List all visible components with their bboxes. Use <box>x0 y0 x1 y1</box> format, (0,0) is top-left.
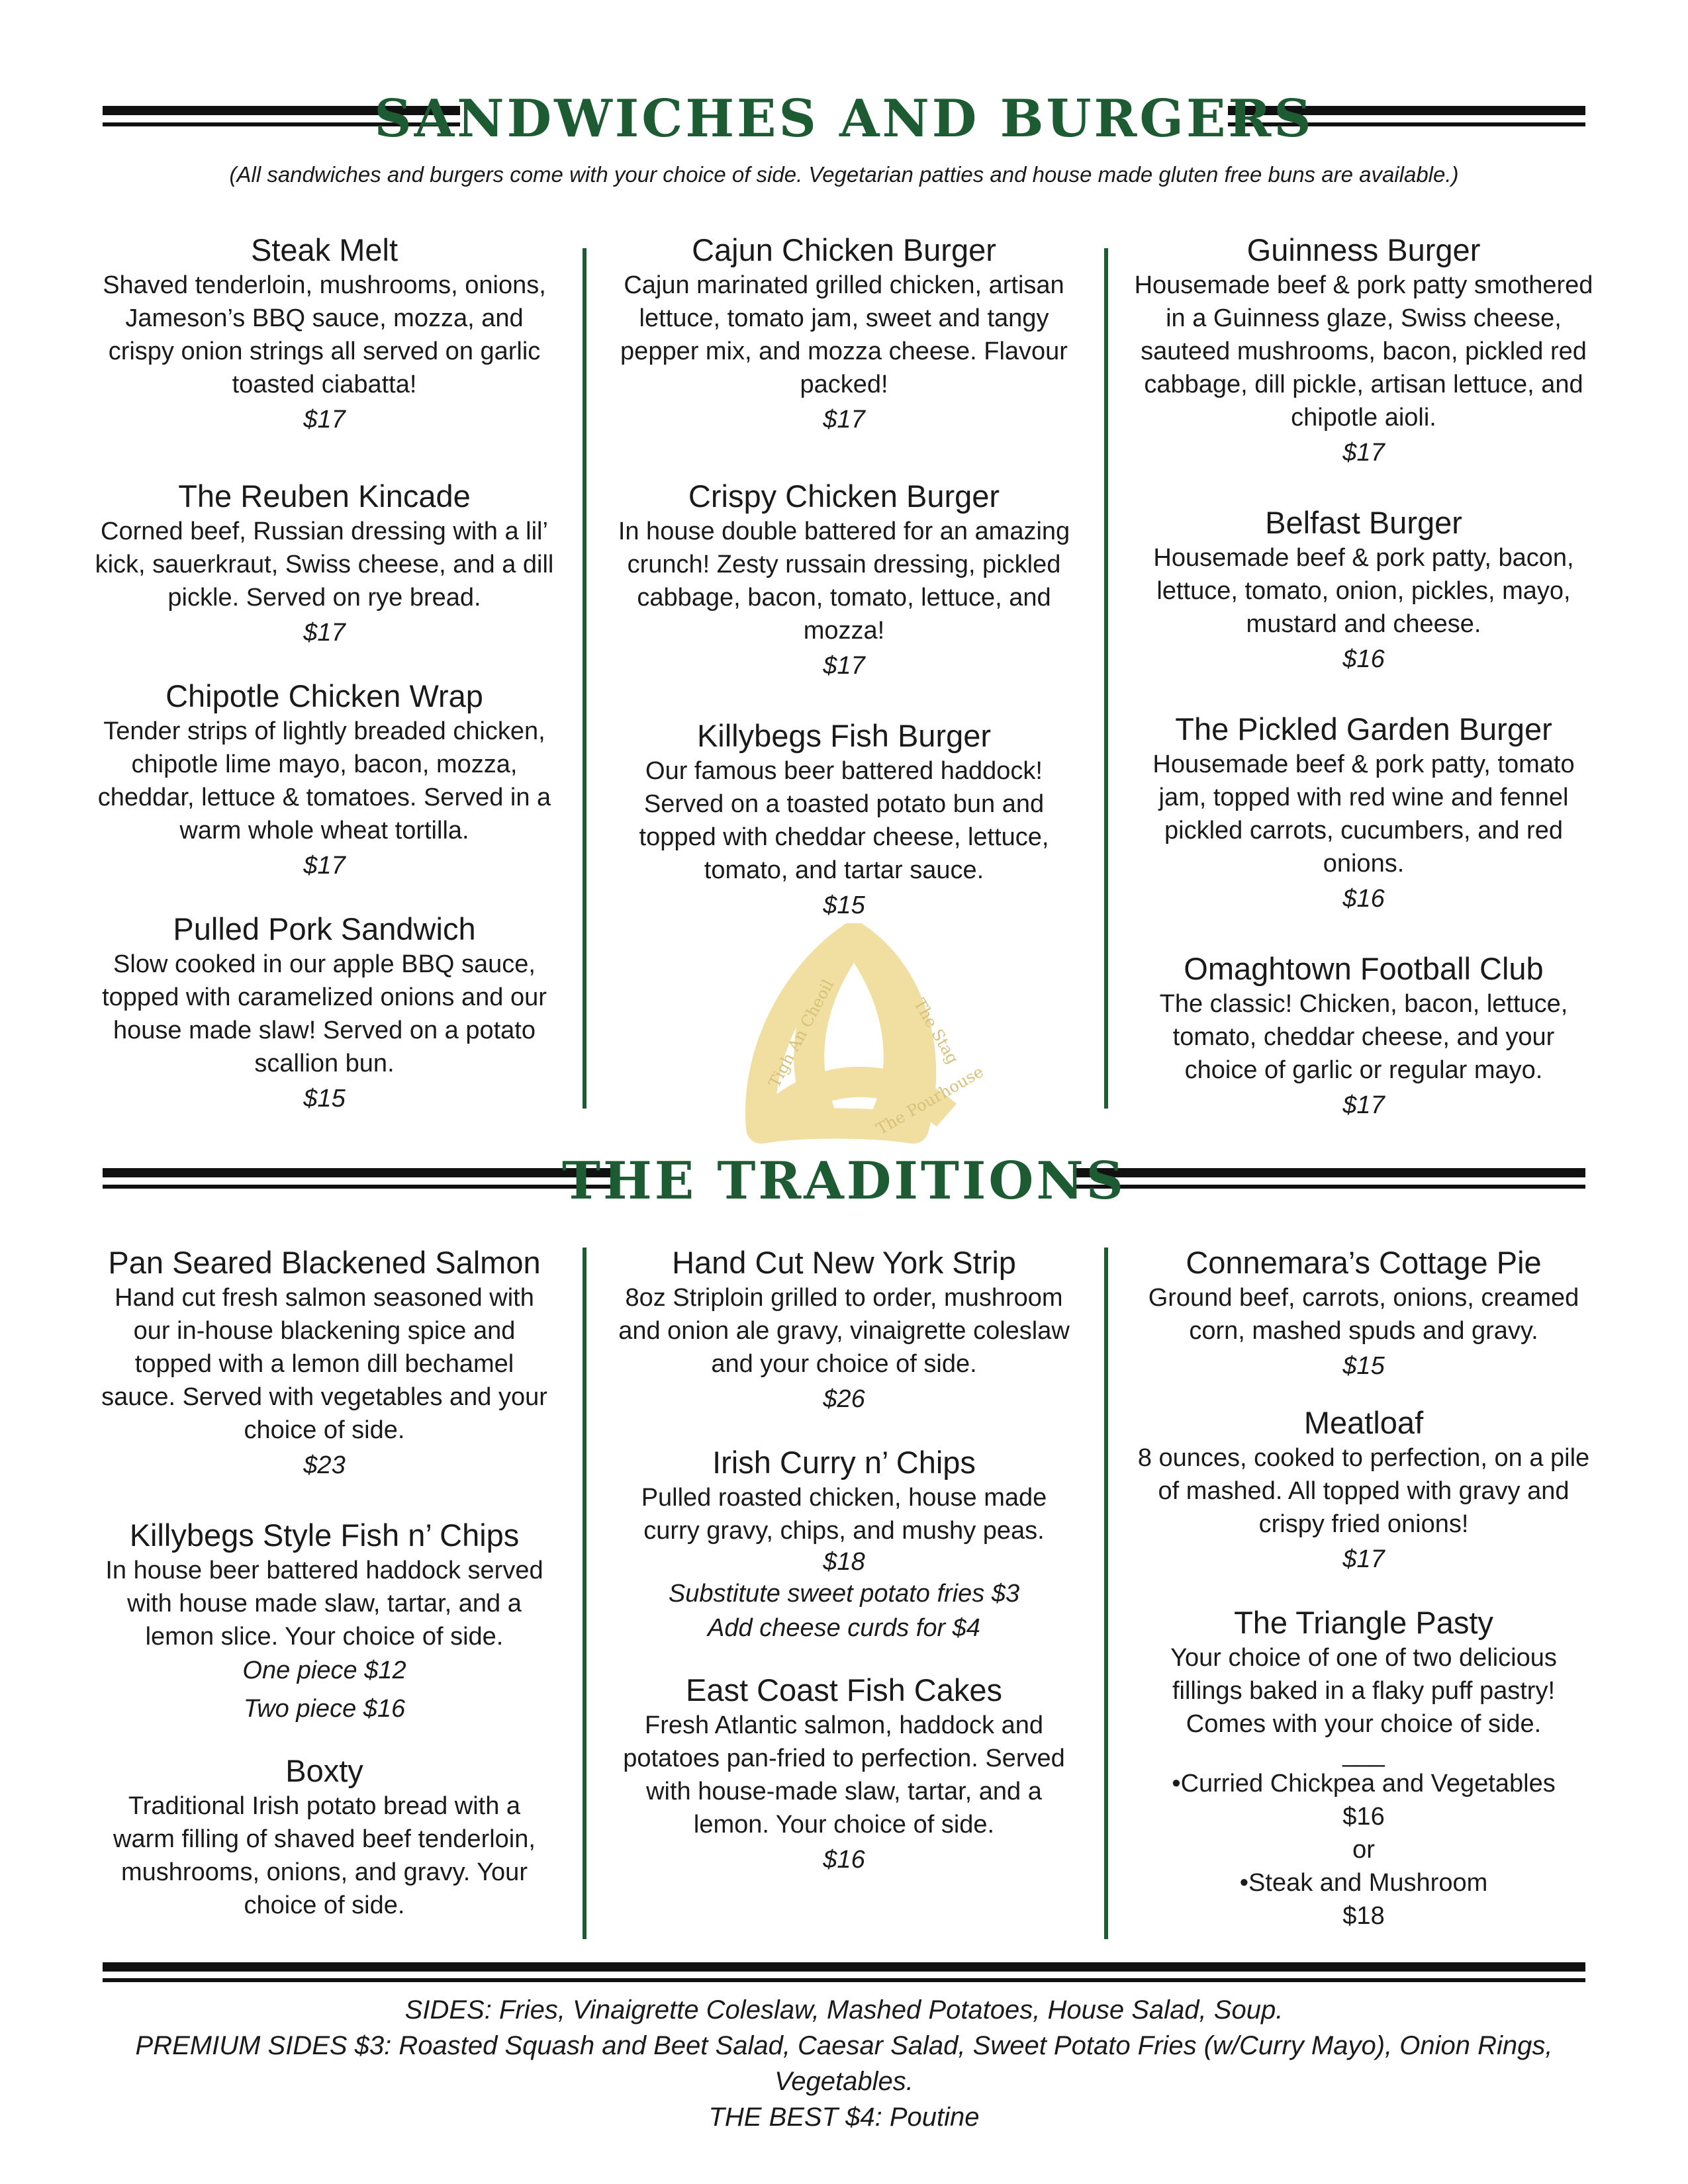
item-price: $26 <box>823 1385 865 1413</box>
item-name: Chipotle Chicken Wrap <box>165 678 483 713</box>
item-description: Ground beef, carrots, onions, creamed corn, mashed spuds and gravy. <box>1148 1284 1579 1345</box>
item-name: Cajun Chicken Burger <box>692 232 996 267</box>
column-divider <box>583 1248 586 1939</box>
item-name: Pulled Pork Sandwich <box>173 911 476 946</box>
item-name: Killybegs Fish Burger <box>696 718 992 753</box>
filling-option: •Steak and Mushroom <box>1239 1869 1488 1897</box>
menu-item <box>1125 1404 1602 1578</box>
item-price: $16 <box>1342 645 1385 673</box>
item-description: Housemade beef & pork patty, tomato jam, topped with red wine and fennel pickled carrots, cucumbers, and red onions. <box>1152 751 1575 878</box>
item-price: $23 <box>303 1451 346 1479</box>
traditions-header <box>103 1148 1585 1221</box>
item-description: Your choice of one of two delicious fillings baked in a flaky puff pastry! Comes with your choice of side. <box>1170 1644 1557 1738</box>
sandwiches-column-3 <box>1125 232 1602 1124</box>
sandwiches-column-1 <box>86 232 563 1117</box>
item-price: $17 <box>1342 439 1385 467</box>
item-addon: Substitute sweet potato fries $3 <box>668 1580 1020 1608</box>
item-price: $17 <box>823 406 865 433</box>
item-name: Hand Cut New York Strip <box>672 1245 1016 1280</box>
item-description: Pulled roasted chicken, house made curry gravy, chips, and mushy peas. <box>641 1484 1047 1545</box>
item-price: $17 <box>303 852 346 880</box>
traditions-column-3 <box>1125 1244 1602 1933</box>
sandwiches-note: (All sandwiches and burgers come with your choice of side. Vegetarian patties and house made gluten free buns are available.) <box>229 162 1459 187</box>
menu-item <box>606 1444 1082 1645</box>
item-name: Steak Melt <box>250 232 399 267</box>
item-description: In house beer battered haddock served with house made slaw, tartar, and a lemon slice. Your choice of side. <box>105 1557 543 1651</box>
section-title-sandwiches: SANDWICHES AND BURGERS <box>374 89 1314 149</box>
item-price: $16 <box>1342 885 1385 913</box>
item-description: 8 ounces, cooked to perfection, on a pile of mashed. All topped with gravy and crispy fried onions! <box>1137 1444 1590 1538</box>
menu-item <box>1125 1604 1602 1933</box>
item-price: $17 <box>1342 1091 1385 1119</box>
item-price: $17 <box>823 652 865 680</box>
or-text: or <box>1352 1836 1375 1864</box>
item-price: $16 <box>1342 1803 1385 1831</box>
item-price: $15 <box>823 891 865 919</box>
item-description: Hand cut fresh salmon seasoned with our in-house blackening spice and topped with a lemon dill bechamel sauce. Served with vegetables and your choice of side. <box>101 1284 547 1444</box>
item-description: Tender strips of lightly breaded chicken, chipotle lime mayo, bacon, mozza, cheddar, lettuce & tomatoes. Served in a warm whole wheat tortilla. <box>97 717 551 844</box>
item-price: $15 <box>1342 1352 1385 1380</box>
item-name: Meatloaf <box>1303 1405 1424 1440</box>
item-name: Belfast Burger <box>1265 505 1462 540</box>
svg-text:The Stag: The Stag <box>910 995 962 1068</box>
menu-item <box>606 1244 1082 1418</box>
column-divider <box>1104 248 1108 1109</box>
item-name: East Coast Fish Cakes <box>685 1672 1002 1707</box>
column-divider <box>583 248 586 1109</box>
svg-text:Tigh An Cheoil: Tigh An Cheoil <box>765 976 837 1091</box>
item-name: Killybegs Style Fish n’ Chips <box>129 1518 520 1553</box>
column-divider <box>1104 1248 1108 1939</box>
item-description: Corned beef, Russian dressing with a lil’ kick, sauerkraut, Swiss cheese, and a dill pickle. Served on rye bread. <box>95 518 554 612</box>
item-price: $17 <box>303 619 346 647</box>
item-addon: Add cheese curds for $4 <box>708 1614 980 1642</box>
item-name: Crispy Chicken Burger <box>688 478 1000 514</box>
menu-item <box>606 1672 1082 1878</box>
menu-item <box>86 1752 563 1922</box>
item-description: Housemade beef & pork patty smothered in a Guinness glaze, Swiss cheese, sauteed mushrooms, bacon, pickled red cabbage, dill pickle, artisan lettuce, and chipotle aioli. <box>1134 271 1593 432</box>
premium-sides-line: PREMIUM SIDES $3: Roasted Squash and Beet Salad, Caesar Salad, Sweet Potato Fries (w/Curry Mayo), Onion Rings, Vegetables. <box>135 2031 1553 2096</box>
menu-item <box>86 678 563 884</box>
item-price: $18 <box>1342 1902 1385 1930</box>
item-price: $17 <box>303 406 346 433</box>
menu-item <box>1125 504 1602 678</box>
sandwiches-header <box>103 86 1585 159</box>
item-description: Traditional Irish potato bread with a warm filling of shaved beef tenderloin, mushrooms, onions, and gravy. Your choice of side. <box>113 1792 536 1919</box>
menu-item <box>86 232 563 438</box>
item-description: Housemade beef & pork patty, bacon, lettuce, tomato, onion, pickles, mayo, mustard and cheese. <box>1153 544 1574 638</box>
menu-item <box>86 478 563 651</box>
sandwiches-column-2 <box>606 232 1082 924</box>
item-description: In house double battered for an amazing crunch! Zesty russain dressing, pickled cabbage, bacon, tomato, lettuce, and mozza! <box>618 518 1070 645</box>
item-name: Irish Curry n’ Chips <box>712 1445 976 1480</box>
item-price: $16 <box>823 1846 865 1874</box>
menu-item <box>86 1244 563 1484</box>
footer-rule <box>103 1962 1585 1989</box>
item-description: Fresh Atlantic salmon, haddock and potatoes pan-fried to perfection. Served with house-made slaw, tartar, and a lemon. Your choice of side. <box>623 1711 1065 1839</box>
item-description: 8oz Striploin grilled to order, mushroom and onion ale gravy, vinaigrette coleslaw and your choice of side. <box>618 1284 1070 1378</box>
divider-text: ___ <box>1342 1740 1385 1768</box>
traditions-column-1 <box>86 1244 563 1922</box>
item-name: Pan Seared Blackened Salmon <box>108 1245 541 1280</box>
menu-item <box>1125 711 1602 917</box>
item-name: Guinness Burger <box>1246 232 1481 267</box>
sides-line: SIDES: Fries, Vinaigrette Coleslaw, Mashed Potatoes, House Salad, Soup. <box>404 1995 1284 2025</box>
item-description: Slow cooked in our apple BBQ sauce, topped with caramelized onions and our house made slaw! Served on a potato scallion bun. <box>102 950 547 1077</box>
menu-item <box>1125 232 1602 471</box>
filling-option: •Curried Chickpea and Vegetables <box>1172 1770 1556 1797</box>
best-sides-line: THE BEST $4: Poutine <box>708 2103 980 2132</box>
item-price: $17 <box>1342 1545 1385 1573</box>
item-description: Our famous beer battered haddock! Served on a toasted potato bun and topped with cheddar cheese, lettuce, tomato, and tartar sauce. <box>639 757 1049 884</box>
menu-item <box>86 911 563 1117</box>
item-name: The Reuben Kincade <box>178 478 471 514</box>
menu-item <box>606 717 1082 924</box>
menu-item <box>1125 950 1602 1124</box>
item-description: The classic! Chicken, bacon, lettuce, tomato, cheddar cheese, and your choice of garlic or regular mayo. <box>1159 990 1568 1084</box>
svg-text:The Pourhouse: The Pourhouse <box>873 1062 987 1139</box>
item-description: Shaved tenderloin, mushrooms, onions, Jameson’s BBQ sauce, mozza, and crispy onion strings all served on garlic toasted ciabatta! <box>103 271 546 398</box>
item-name: Omaghtown Football Club <box>1184 951 1544 986</box>
item-name: The Pickled Garden Burger <box>1175 711 1552 747</box>
traditions-column-2 <box>606 1244 1082 1878</box>
menu-item <box>606 478 1082 684</box>
menu-item <box>606 232 1082 438</box>
menu-item <box>1125 1244 1602 1385</box>
item-price-option: Two piece $16 <box>243 1695 406 1723</box>
sides-section <box>79 1992 1609 2135</box>
triquetra-logo-icon <box>715 923 993 1148</box>
item-price: $18 <box>823 1548 865 1576</box>
item-name: The Triangle Pasty <box>1234 1605 1493 1640</box>
item-name: Connemara’s Cottage Pie <box>1186 1245 1542 1280</box>
item-description: Cajun marinated grilled chicken, artisan lettuce, tomato jam, sweet and tangy pepper mix, and mozza cheese. Flavour packed! <box>620 271 1068 398</box>
menu-item <box>86 1517 563 1726</box>
item-price: $15 <box>303 1085 346 1113</box>
item-name: Boxty <box>285 1753 363 1788</box>
item-price-option: One piece $12 <box>242 1657 406 1684</box>
section-title-traditions: THE TRADITIONS <box>562 1151 1126 1211</box>
